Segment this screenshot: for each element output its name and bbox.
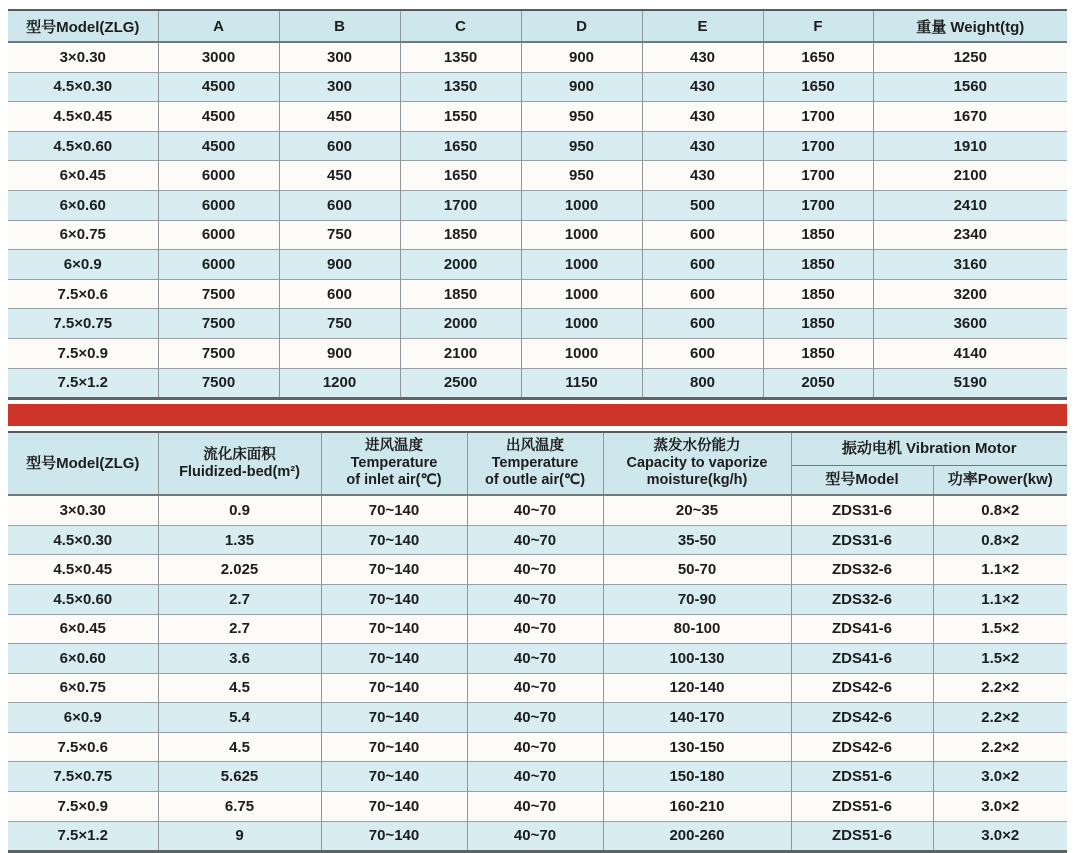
dimensions-table [8,9,1067,400]
table-cell: 950 [521,161,642,191]
table-cell: 7500 [158,279,279,309]
table-cell: ZDS31-6 [791,525,933,555]
fluidized-bed-label-en: Fluidized-bed(m²) [179,463,300,480]
model-cell: 6×0.9 [8,703,158,733]
model-cell: 7.5×0.9 [8,338,158,368]
model-cell: 4.5×0.60 [8,131,158,161]
table-cell: 160-210 [603,792,791,822]
table-cell: 80-100 [603,614,791,644]
table-cell: 4500 [158,131,279,161]
col-header-motor-model: 型号Model [791,466,933,496]
table-cell: 900 [279,338,400,368]
table-cell: 1850 [763,279,873,309]
table-cell: 600 [642,309,763,339]
table-row [8,732,1067,762]
table-row [8,614,1067,644]
table-cell: 1.5×2 [933,644,1067,674]
table-cell: 150-180 [603,762,791,792]
table-cell: 40~70 [467,821,603,852]
table-cell: 9 [158,821,321,852]
table-cell: 1250 [873,42,1067,72]
table-row [8,161,1067,191]
table-cell: 70~140 [321,821,467,852]
model-cell: 4.5×0.30 [8,525,158,555]
table-cell: 40~70 [467,555,603,585]
table-row [8,102,1067,132]
table-cell: 40~70 [467,495,603,525]
table-cell: 600 [642,338,763,368]
model-cell: 6×0.75 [8,220,158,250]
table-cell: 1650 [763,42,873,72]
table-row [8,525,1067,555]
table-cell: 3200 [873,279,1067,309]
capacity-label-zh: 蒸发水份能力 [653,437,741,454]
table-cell: 2050 [763,368,873,399]
table-cell: 70~140 [321,644,467,674]
table-cell: 600 [279,131,400,161]
table-cell: 70~140 [321,673,467,703]
model-cell: 7.5×0.75 [8,762,158,792]
inlet-temp-label-en2: of inlet air(℃) [346,472,442,489]
col-header-model [8,432,158,495]
col-header-outlet-temp [467,432,603,495]
table-cell: 3.0×2 [933,821,1067,852]
table-cell: 7500 [158,368,279,399]
table-cell: 7500 [158,309,279,339]
model-cell: 6×0.45 [8,614,158,644]
model-cell: 6×0.9 [8,250,158,280]
table-cell: 2.2×2 [933,732,1067,762]
table-cell: 1700 [763,190,873,220]
capacity-label-en1: Capacity to vaporize [626,455,768,472]
table-cell: 70~140 [321,762,467,792]
table-cell: 2.7 [158,584,321,614]
dimensions-table-body [8,42,1067,399]
table-cell: ZDS42-6 [791,673,933,703]
table-cell: 6.75 [158,792,321,822]
table-cell: 1910 [873,131,1067,161]
table-cell: 1650 [400,161,521,191]
table-cell: ZDS51-6 [791,762,933,792]
table-cell: 40~70 [467,525,603,555]
table-row [8,309,1067,339]
table-cell: 500 [642,190,763,220]
table-cell: 1.1×2 [933,584,1067,614]
model-cell: 7.5×1.2 [8,368,158,399]
table-cell: 40~70 [467,762,603,792]
model-cell: 6×0.45 [8,161,158,191]
table-cell: 430 [642,42,763,72]
table-row [8,338,1067,368]
table-cell: 2.025 [158,555,321,585]
table-cell: 1850 [763,220,873,250]
col-header-e: E [642,10,763,42]
col-header-weight: 重量 Weight(tg) [873,10,1067,42]
table-cell: 1550 [400,102,521,132]
table-cell: 430 [642,161,763,191]
table-cell: 1200 [279,368,400,399]
table-row [8,42,1067,72]
table-cell: 1150 [521,368,642,399]
fluidized-bed-label-zh: 流化床面积 [203,446,276,463]
model-cell: 7.5×0.75 [8,309,158,339]
inlet-temp-label-zh: 进风温度 [365,437,423,454]
table-cell: 1850 [763,309,873,339]
table-cell: 2.7 [158,614,321,644]
table-cell: 300 [279,42,400,72]
model-cell: 3×0.30 [8,495,158,525]
table-cell: 3.6 [158,644,321,674]
table-cell: 4500 [158,102,279,132]
table-row [8,131,1067,161]
table-cell: 40~70 [467,703,603,733]
table-cell: 1350 [400,72,521,102]
table-cell: 4500 [158,72,279,102]
table-cell: 35-50 [603,525,791,555]
table-cell: 600 [642,220,763,250]
table-cell: 1.5×2 [933,614,1067,644]
table-cell: 950 [521,131,642,161]
table-cell: 1650 [763,72,873,102]
col-header-motor-power: 功率Power(kw) [933,466,1067,496]
table-cell: 1700 [763,131,873,161]
table-cell: 1850 [400,279,521,309]
col-header-a: A [158,10,279,42]
table-cell: 140-170 [603,703,791,733]
model-cell: 4.5×0.45 [8,102,158,132]
model-cell: 6×0.60 [8,644,158,674]
table-cell: 3160 [873,250,1067,280]
table-cell: 600 [279,190,400,220]
table-cell: 3600 [873,309,1067,339]
table-cell: 1700 [763,161,873,191]
table-cell: 70~140 [321,703,467,733]
table-cell: 70~140 [321,495,467,525]
table-cell: 1670 [873,102,1067,132]
table-cell: 70~140 [321,525,467,555]
table-row [8,368,1067,399]
table-row [8,72,1067,102]
table-cell: 450 [279,102,400,132]
table-cell: 2000 [400,250,521,280]
model-cell: 7.5×0.6 [8,732,158,762]
col-header-inlet-temp [321,432,467,495]
table-cell: 1000 [521,250,642,280]
model-cell: 7.5×0.9 [8,792,158,822]
table-cell: 100-130 [603,644,791,674]
table-cell: 1.1×2 [933,555,1067,585]
performance-table-header [8,432,1067,495]
table-cell: 1650 [400,131,521,161]
table-cell: 70~140 [321,614,467,644]
table-cell: ZDS31-6 [791,495,933,525]
table-cell: 300 [279,72,400,102]
table-cell: 40~70 [467,792,603,822]
table-cell: 20~35 [603,495,791,525]
table-cell: ZDS41-6 [791,614,933,644]
table-cell: 2.2×2 [933,673,1067,703]
table-row [8,555,1067,585]
table-cell: 120-140 [603,673,791,703]
capacity-label-en2: moisture(kg/h) [646,472,748,489]
table-cell: ZDS42-6 [791,732,933,762]
inlet-temp-label-en1: Temperature [350,455,438,472]
table-cell: 1350 [400,42,521,72]
model-cell: 7.5×0.6 [8,279,158,309]
table-cell: 1850 [763,338,873,368]
table-cell: 4.5 [158,732,321,762]
table-cell: 1000 [521,309,642,339]
table-cell: 6000 [158,250,279,280]
table-cell: 50-70 [603,555,791,585]
col-header-f: F [763,10,873,42]
outlet-temp-label-en1: Temperature [491,455,579,472]
table-cell: 1000 [521,190,642,220]
table-cell: 70-90 [603,584,791,614]
table-cell: 2000 [400,309,521,339]
header-row [8,10,1067,42]
table-row [8,250,1067,280]
table-cell: 3.0×2 [933,792,1067,822]
table-cell: 900 [279,250,400,280]
table-cell: 600 [642,279,763,309]
table-cell: 2340 [873,220,1067,250]
model-cell: 4.5×0.30 [8,72,158,102]
table-cell: 430 [642,102,763,132]
performance-table [8,431,1067,853]
table-cell: 900 [521,42,642,72]
table-cell: 1000 [521,338,642,368]
table-cell: 4.5 [158,673,321,703]
table-cell: 2100 [873,161,1067,191]
col-header-model-label: 型号Model(ZLG) [26,454,140,472]
red-divider-bar [8,404,1067,426]
table-cell: 750 [279,309,400,339]
table-cell: 1850 [400,220,521,250]
table-cell: ZDS32-6 [791,555,933,585]
table-row [8,190,1067,220]
table-cell: 40~70 [467,614,603,644]
table-cell: 5.625 [158,762,321,792]
model-cell: 6×0.60 [8,190,158,220]
table-row [8,644,1067,674]
performance-table-body [8,495,1067,852]
table-cell: 4140 [873,338,1067,368]
table-cell: 1.35 [158,525,321,555]
table-cell: 900 [521,72,642,102]
table-cell: 800 [642,368,763,399]
table-cell: 0.9 [158,495,321,525]
table-cell: ZDS51-6 [791,821,933,852]
table-cell: 600 [279,279,400,309]
table-row [8,584,1067,614]
table-cell: 450 [279,161,400,191]
table-cell: 40~70 [467,732,603,762]
table-cell: 1000 [521,279,642,309]
table-cell: 6000 [158,220,279,250]
table-cell: 7500 [158,338,279,368]
table-cell: 130-150 [603,732,791,762]
model-cell: 6×0.75 [8,673,158,703]
table-cell: 0.8×2 [933,495,1067,525]
col-header-vibration-motor-group: 振动电机 Vibration Motor [791,432,1067,466]
col-header-c: C [400,10,521,42]
col-header-vaporize-capacity [603,432,791,495]
outlet-temp-label-en2: of outle air(℃) [484,472,586,489]
outlet-temp-label-zh: 出风温度 [506,437,564,454]
table-cell: 3000 [158,42,279,72]
table-cell: 3.0×2 [933,762,1067,792]
col-header-b: B [279,10,400,42]
table-cell: 2.2×2 [933,703,1067,733]
col-header-d: D [521,10,642,42]
table-cell: 40~70 [467,673,603,703]
table-row [8,220,1067,250]
table-row [8,762,1067,792]
model-cell: 3×0.30 [8,42,158,72]
table-cell: 2100 [400,338,521,368]
table-cell: 70~140 [321,732,467,762]
table-cell: 6000 [158,161,279,191]
table-cell: 5190 [873,368,1067,399]
table-cell: 2500 [400,368,521,399]
table-cell: 1700 [763,102,873,132]
table-cell: 70~140 [321,584,467,614]
table-cell: 70~140 [321,555,467,585]
table-row [8,792,1067,822]
table-cell: ZDS42-6 [791,703,933,733]
header-row-top [8,432,1067,466]
table-cell: 750 [279,220,400,250]
model-cell: 7.5×1.2 [8,821,158,852]
table-cell: 600 [642,250,763,280]
table-cell: 950 [521,102,642,132]
table-row [8,673,1067,703]
table-cell: 430 [642,131,763,161]
table-cell: 40~70 [467,584,603,614]
table-cell: 6000 [158,190,279,220]
model-cell: 4.5×0.60 [8,584,158,614]
table-cell: 200-260 [603,821,791,852]
table-row [8,821,1067,852]
table-cell: 40~70 [467,644,603,674]
table-cell: 430 [642,72,763,102]
col-header-fluidized-bed [158,432,321,495]
table-cell: ZDS51-6 [791,792,933,822]
table-cell: 1000 [521,220,642,250]
table-cell: 1560 [873,72,1067,102]
table-cell: 1700 [400,190,521,220]
table-cell: ZDS41-6 [791,644,933,674]
dimensions-table-header [8,10,1067,42]
table-cell: 1850 [763,250,873,280]
table-row [8,495,1067,525]
table-cell: ZDS32-6 [791,584,933,614]
model-cell: 4.5×0.45 [8,555,158,585]
table-cell: 5.4 [158,703,321,733]
table-cell: 0.8×2 [933,525,1067,555]
col-header-model: 型号Model(ZLG) [8,10,158,42]
table-row [8,703,1067,733]
table-cell: 70~140 [321,792,467,822]
table-row [8,279,1067,309]
table-cell: 2410 [873,190,1067,220]
